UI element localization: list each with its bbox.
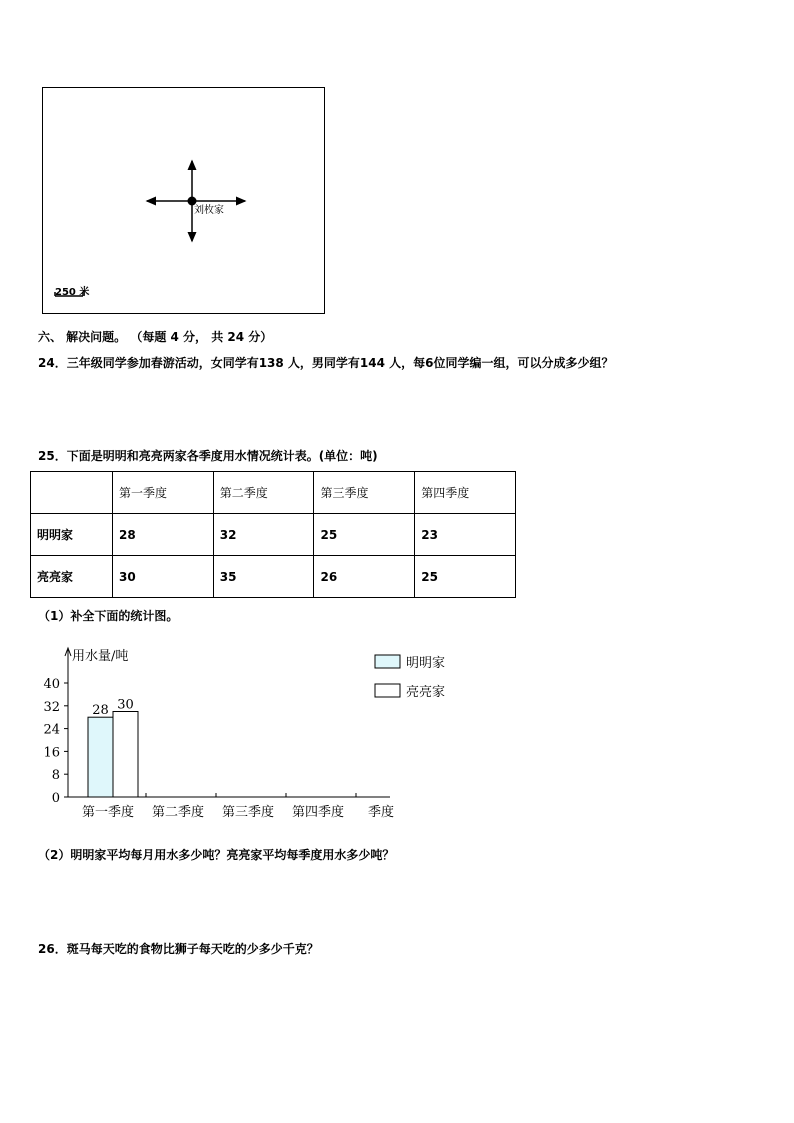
bar-亮亮家 (113, 712, 138, 798)
table-header: 第二季度 (213, 472, 314, 514)
legend-label: 明明家 (406, 656, 446, 671)
row-label: 亮亮家 (31, 556, 113, 598)
map-drawing (43, 88, 326, 315)
table-cell: 23 (415, 514, 516, 556)
x-axis-label: 季度 (368, 805, 395, 820)
legend-label: 亮亮家 (406, 685, 446, 700)
row-label: 明明家 (31, 514, 113, 556)
table-header: 第三季度 (314, 472, 415, 514)
table-cell: 30 (112, 556, 213, 598)
water-usage-table (30, 471, 516, 598)
legend-swatch (375, 684, 400, 697)
x-tick-label: 第四季度 (292, 805, 345, 820)
question-24: 24．三年级同学参加春游活动，女同学有138 人，男同学有144 人，每6位同学编一组，可以分成多少组？ (38, 356, 614, 370)
y-tick-label: 24 (43, 722, 60, 738)
table-row (31, 556, 516, 598)
question-25-1: （1）补全下面的统计图。 (38, 609, 179, 623)
question-25-2: （2）明明家平均每月用水多少吨？亮亮家平均每季度用水多少吨？ (38, 848, 395, 862)
table-cell: 35 (213, 556, 314, 598)
legend-swatch (375, 655, 400, 668)
water-usage-chart (40, 640, 460, 834)
x-tick-label: 第二季度 (152, 805, 205, 820)
question-25: 25．下面是明明和亮亮两家各季度用水情况统计表。(单位：吨) (38, 449, 378, 463)
table-row (31, 514, 516, 556)
table-cell: 26 (314, 556, 415, 598)
x-tick-label: 第三季度 (222, 805, 275, 820)
table-header (31, 472, 113, 514)
table-cell: 32 (213, 514, 314, 556)
y-tick-label: 0 (51, 791, 60, 806)
y-tick-label: 40 (43, 677, 60, 692)
table-cell: 25 (415, 556, 516, 598)
y-tick-label: 8 (51, 768, 60, 784)
table-header: 第一季度 (112, 472, 213, 514)
x-tick-label: 第一季度 (82, 805, 135, 820)
chart-svg (40, 640, 460, 830)
table-header: 第四季度 (415, 472, 516, 514)
data-label: 28 (92, 703, 109, 719)
table-header-row (31, 472, 516, 514)
section-heading: 六、 解决问题。 （每题 4 分， 共 24 分） (38, 330, 273, 344)
table-cell: 25 (314, 514, 415, 556)
y-tick-label: 16 (43, 745, 60, 761)
data-label: 30 (117, 697, 134, 713)
scale-label: 250 米 (55, 287, 90, 298)
bar-明明家 (88, 717, 113, 797)
question-26: 26．斑马每天吃的食物比狮子每天吃的少多少千克？ (38, 942, 319, 956)
table-cell: 28 (112, 514, 213, 556)
place-label: 刘枚家 (194, 205, 224, 216)
y-tick-label: 32 (43, 699, 60, 715)
map-figure (42, 87, 325, 314)
y-axis-label: 用水量/吨 (72, 649, 129, 664)
